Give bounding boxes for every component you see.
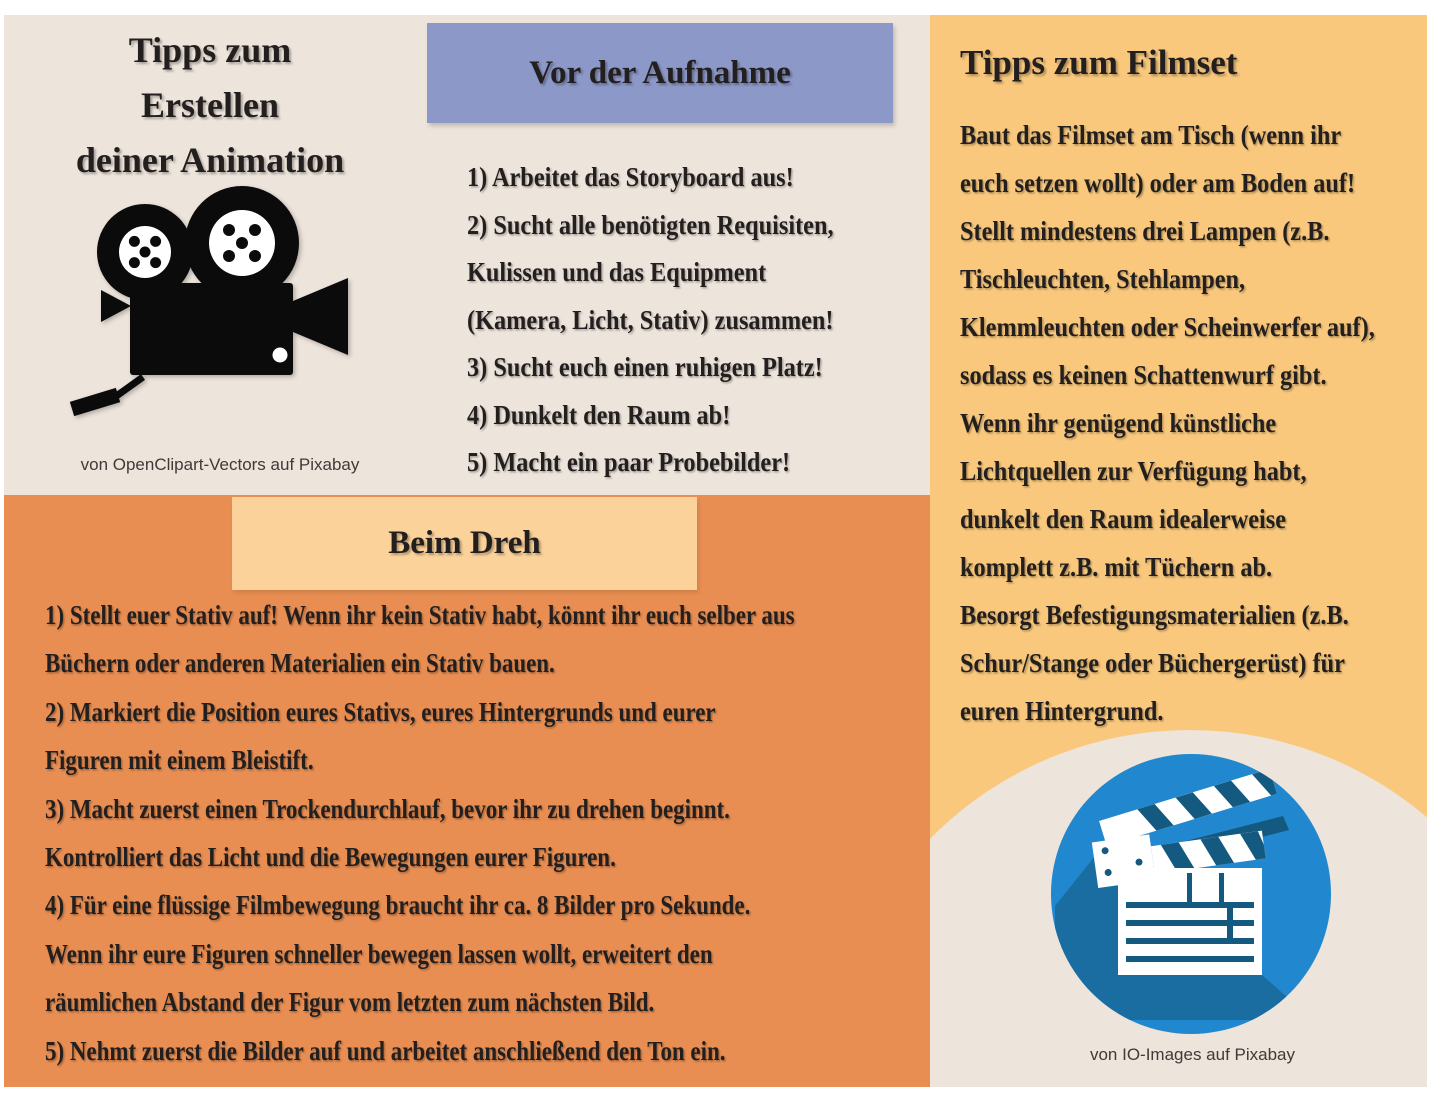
clapperboard-attribution: von IO-Images auf Pixabay (1089, 1045, 1296, 1064)
shoot-list (45, 591, 1065, 1075)
text-line: Kontrolliert das Licht und die Bewegungen eurer Figuren. (45, 841, 616, 872)
before-recording-list (467, 154, 937, 487)
text-line: 4) Für eine flüssige Filmbewegung braucht ihr ca. 8 Bilder pro Sekunde. (45, 890, 751, 921)
text-line: Stellt mindestens drei Lampen (z.B. (960, 216, 1330, 246)
text-line: Schur/Stange oder Büchergerüst) für (960, 648, 1345, 678)
text-line: 2) Sucht alle benötigten Requisiten, (467, 209, 834, 240)
text-line: räumlichen Abstand der Figur vom letzten zum nächsten Bild. (45, 987, 655, 1018)
text-line: Wenn ihr eure Figuren schneller bewegen lassen wollt, erweitert den (45, 938, 713, 969)
poster-title (4, 23, 416, 188)
text-line: 1) Stellt euer Stativ auf! Wenn ihr kein Stativ habt, könnt ihr euch selber aus (45, 600, 795, 630)
intro-panel (4, 15, 930, 495)
text-line: 5) Nehmt zuerst die Bilder auf und arbeitet anschließend den Ton ein. (45, 1035, 726, 1066)
text-line: 1) Arbeitet das Storyboard aus! (467, 162, 794, 192)
text-line: Besorgt Befestigungsmaterialien (z.B. (960, 600, 1349, 630)
filmset-header: Tipps zum Filmset (960, 43, 1238, 82)
before-recording-header: Vor der Aufnahme (529, 55, 791, 91)
clapperboard-badge (1051, 754, 1331, 1034)
text-line: 2) Markiert die Position eures Stativs, eures Hintergrunds und eurer (45, 696, 716, 727)
camera-attribution: von OpenClipart-Vectors auf Pixabay (80, 455, 360, 474)
shoot-panel (4, 495, 930, 1087)
filmset-panel (930, 15, 1427, 1087)
text-line: 4) Dunkelt den Raum ab! (467, 399, 731, 430)
shoot-header: Beim Dreh (388, 525, 541, 561)
movie-camera-icon (60, 185, 350, 420)
text-line: sodass es keinen Schattenwurf gibt. (960, 360, 1327, 390)
text-line: Büchern oder anderen Materialien ein Stativ bauen. (45, 648, 555, 679)
text-line: euren Hintergrund. (960, 696, 1164, 726)
filmset-text (960, 111, 1427, 735)
text-line: deiner Animation (75, 140, 345, 180)
text-line: (Kamera, Licht, Stativ) zusammen! (467, 304, 834, 335)
text-line: Erstellen (141, 85, 279, 125)
text-line: dunkelt den Raum idealerweise (960, 504, 1287, 534)
before-recording-header-box (427, 23, 893, 123)
shoot-header-box (232, 497, 697, 590)
text-line: Figuren mit einem Bleistift. (45, 745, 314, 776)
text-line: Kulissen und das Equipment (467, 257, 767, 287)
text-line: 5) Macht ein paar Probebilder! (467, 447, 791, 477)
text-line: Tipps zum (128, 30, 292, 70)
text-line: Baut das Filmset am Tisch (wenn ihr (960, 120, 1342, 150)
text-line: Wenn ihr genügend künstliche (960, 408, 1277, 438)
text-line: Tischleuchten, Stehlampen, (960, 264, 1246, 294)
text-line: euch setzen wollt) oder am Boden auf! (960, 168, 1356, 198)
clapperboard-icon (1051, 754, 1331, 1034)
text-line: 3) Sucht euch einen ruhigen Platz! (467, 352, 823, 382)
text-line: 3) Macht zuerst einen Trockendurchlauf, bevor ihr zu drehen beginnt. (45, 793, 730, 824)
text-line: komplett z.B. mit Tüchern ab. (960, 552, 1273, 582)
text-line: Klemmleuchten oder Scheinwerfer auf), (960, 312, 1375, 342)
text-line: Lichtquellen zur Verfügung habt, (960, 456, 1307, 486)
